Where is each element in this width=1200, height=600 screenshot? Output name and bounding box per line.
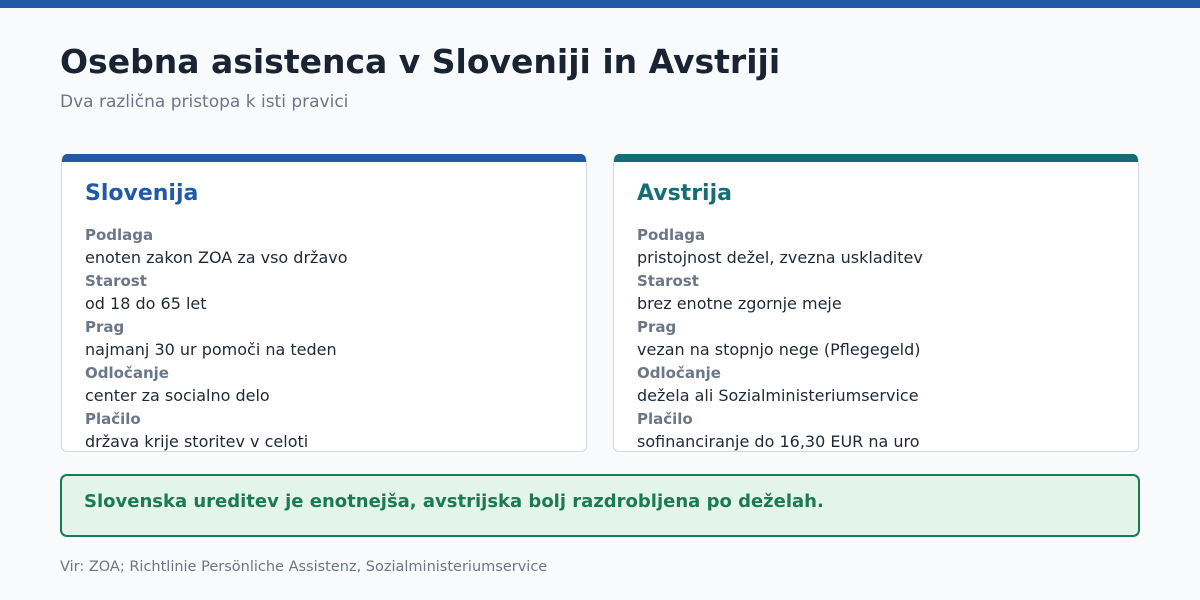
page-subtitle: Dva različna pristopa k isti pravici: [60, 92, 349, 112]
page-title: Osebna asistenca v Sloveniji in Avstriji: [60, 42, 781, 81]
card-slovenia-title: Slovenija: [85, 181, 199, 206]
slovenia-row-prag: [85, 318, 576, 364]
card-austria: [613, 154, 1139, 452]
card-austria-rows: [637, 226, 1128, 452]
row-label: Odločanje: [85, 364, 169, 382]
card-slovenia: [61, 154, 587, 452]
slovenia-row-placilo: [85, 410, 576, 452]
summary-text: Slovenska ureditev je enotnejša, avstrijska bolj razdrobljena po deželah.: [84, 491, 824, 512]
row-value: dežela ali Sozialministeriumservice: [637, 386, 919, 405]
source-note: Vir: ZOA; Richtlinie Persönliche Assistenz, Sozialministeriumservice: [60, 559, 548, 575]
austria-row-starost: [637, 272, 1128, 318]
row-label: Plačilo: [85, 410, 141, 428]
row-label: Podlaga: [637, 226, 706, 244]
row-value: center za socialno delo: [85, 386, 270, 405]
card-slovenia-stripe: [62, 154, 586, 162]
card-austria-title: Avstrija: [637, 181, 732, 206]
top-accent-bar: [0, 0, 1200, 8]
row-label: Prag: [85, 318, 125, 336]
austria-row-prag: [637, 318, 1128, 364]
row-value: brez enotne zgornje meje: [637, 294, 842, 313]
slovenia-row-podlaga: [85, 226, 576, 272]
austria-row-podlaga: [637, 226, 1128, 272]
row-label: Starost: [85, 272, 147, 290]
row-value: najmanj 30 ur pomoči na teden: [85, 340, 337, 359]
row-value: pristojnost dežel, zvezna uskladitev: [637, 248, 923, 267]
row-value: enoten zakon ZOA za vso državo: [85, 248, 348, 267]
row-label: Plačilo: [637, 410, 693, 428]
row-label: Odločanje: [637, 364, 721, 382]
row-label: Prag: [637, 318, 677, 336]
card-slovenia-rows: [85, 226, 576, 452]
row-value: vezan na stopnjo nege (Pflegegeld): [637, 340, 921, 359]
row-label: Podlaga: [85, 226, 154, 244]
row-value: od 18 do 65 let: [85, 294, 207, 313]
slovenia-row-odlocanje: [85, 364, 576, 410]
row-label: Starost: [637, 272, 699, 290]
row-value: sofinanciranje do 16,30 EUR na uro: [637, 432, 920, 451]
summary-callout: [60, 474, 1140, 537]
austria-row-odlocanje: [637, 364, 1128, 410]
card-austria-stripe: [614, 154, 1138, 162]
austria-row-placilo: [637, 410, 1128, 452]
row-value: država krije storitev v celoti: [85, 432, 309, 451]
slovenia-row-starost: [85, 272, 576, 318]
